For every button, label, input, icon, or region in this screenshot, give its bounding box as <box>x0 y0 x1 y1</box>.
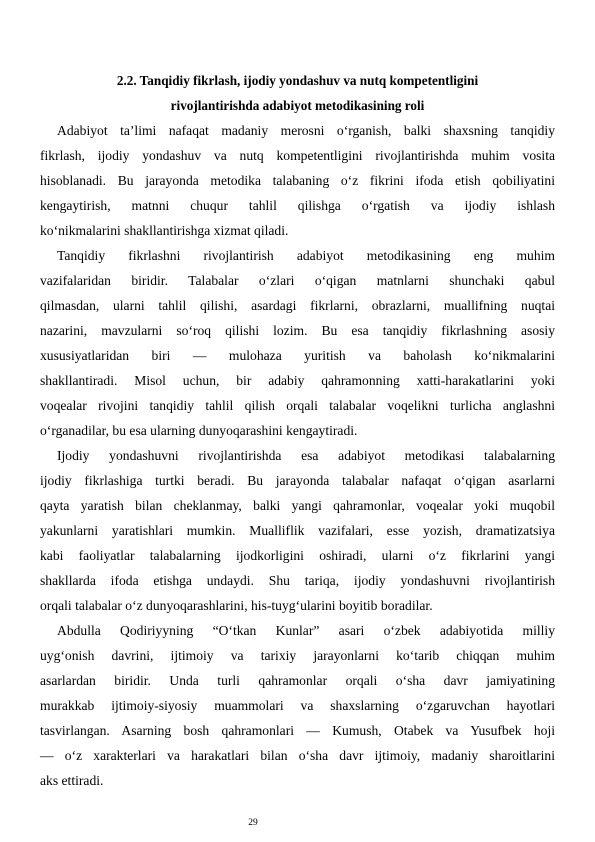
paragraph-3-line: kabi faoliyatlar talabalarning ijodkorligini oshiradi, ularni o‘z fikrlarini yangi <box>40 548 555 563</box>
paragraph-2-line: voqealar rivojini tanqidiy tahlil qilish orqali talabalar voqelikni turlicha anglashni <box>40 398 555 413</box>
section-heading-line-1: 2.2. Tanqidiy fikrlash, ijodiy yondashuv va nutq kompetentligini <box>116 73 479 88</box>
section-heading-line-2: rivojlantirishda adabiyot metodikasining roli <box>170 98 425 113</box>
paragraph-1-line: hisoblanadi. Bu jarayonda metodika talabaning o‘z fikrini ifoda etish qobiliyatini <box>40 173 555 188</box>
paragraph-4-line: uyg‘onish davrini, ijtimoiy va tarixiy jarayonlarni ko‘tarib chiqqan muhim <box>40 648 555 663</box>
paragraph-4-line: murakkab ijtimoiy-siyosiy muammolari va shaxslarning o‘zgaruvchan hayotlari <box>40 698 555 713</box>
paragraph-4-line: — o‘z xarakterlari va harakatlari bilan o‘sha davr ijtimoiy, madaniy sharoitlarini <box>40 748 555 763</box>
paragraph-4-line: Abdulla Qodiriyyning “O‘tkan Kunlar” asari o‘zbek adabiyotida milliy <box>57 623 555 638</box>
paragraph-1-line: ko‘nikmalarini shakllantirishga xizmat qiladi. <box>40 223 289 238</box>
paragraph-3-line: ijodiy fikrlashiga turtki beradi. Bu jarayonda talabalar nafaqat o‘qigan asarlarni <box>40 473 555 488</box>
paragraph-4-line: aks ettiradi. <box>40 773 104 788</box>
paragraph-3-line: shakllarda ifoda etishga undaydi. Shu tariqa, ijodiy yondashuvni rivojlantirish <box>40 573 555 588</box>
paragraph-3-line: qayta yaratish bilan cheklanmay, balki yangi qahramonlar, voqealar yoki muqobil <box>40 498 555 513</box>
paragraph-2-line: qilmasdan, ularni tahlil qilishi, asardagi fikrlarni, obrazlarni, muallifning nuqtai <box>40 298 555 313</box>
paragraph-3-line: Ijodiy yondashuvni rivojlantirishda esa adabiyot metodikasi talabalarning <box>57 448 555 463</box>
paragraph-1-line: fikrlash, ijodiy yondashuv va nutq kompetentligini rivojlantirishda muhim vosita <box>40 148 555 163</box>
paragraph-3-line: orqali talabalar o‘z dunyoqarashlarini, his-tuyg‘ularini boyitib boradilar. <box>40 598 433 613</box>
paragraph-2-line: xususiyatlaridan biri — mulohaza yuritish va baholash ko‘nikmalarini <box>40 348 555 363</box>
paragraph-3-line: yakunlarni yaratishlari mumkin. Mualliflik vazifalari, esse yozish, dramatizatsiya <box>40 523 555 538</box>
paragraph-1-line: kengaytirish, matnni chuqur tahlil qilishga o‘rgatish va ijodiy ishlash <box>40 198 555 213</box>
page-number: 29 <box>248 818 258 828</box>
paragraph-2-line: vazifalaridan biridir. Talabalar o‘zlari o‘qigan matnlarni shunchaki qabul <box>40 273 555 288</box>
paragraph-2-line: o‘rganadilar, bu esa ularning dunyoqarashini kengaytiradi. <box>40 423 358 438</box>
paragraph-4-line: asarlardan biridir. Unda turli qahramonlar orqali o‘sha davr jamiyatining <box>40 673 555 688</box>
paragraph-2-line: Tanqidiy fikrlashni rivojlantirish adabiyot metodikasining eng muhim <box>57 248 555 263</box>
paragraph-4-line: tasvirlangan. Asarning bosh qahramonlari — Kumush, Otabek va Yusufbek hoji <box>40 723 555 738</box>
paragraph-1-line: Adabiyot ta’limi nafaqat madaniy merosni o‘rganish, balki shaxsning tanqidiy <box>57 123 555 138</box>
paragraph-2-line: shakllantiradi. Misol uchun, bir adabiy qahramonning xatti-harakatlarini yoki <box>40 373 555 388</box>
paragraph-2-line: nazarini, mavzularni so‘roq qilishi lozim. Bu esa tanqidiy fikrlashning asosiy <box>40 323 555 338</box>
